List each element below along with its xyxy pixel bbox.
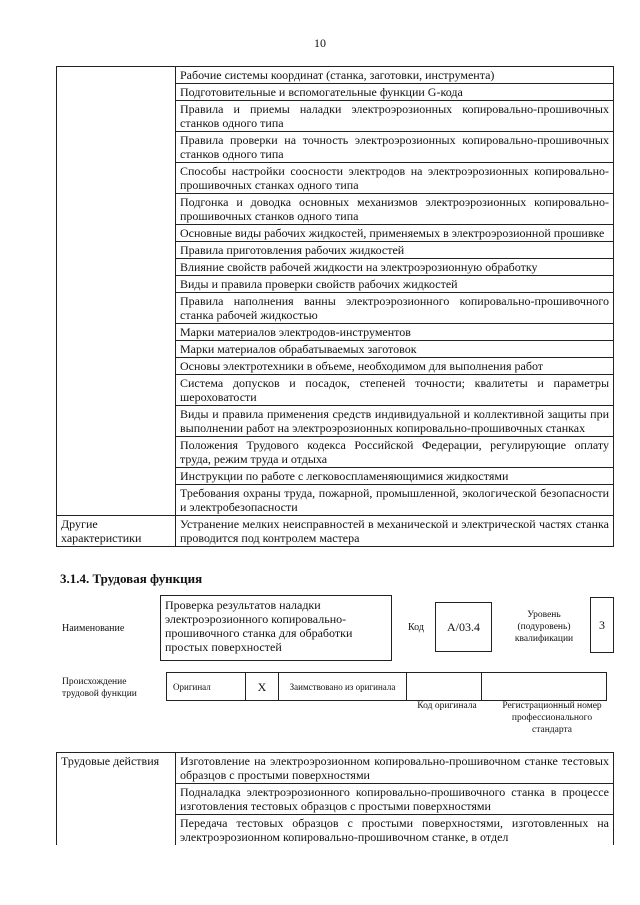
origin-table xyxy=(166,672,607,701)
actions-table xyxy=(56,752,614,845)
original-label: Оригинал xyxy=(167,673,246,701)
other-text: Устранение мелких неисправностей в механической и электрической частях станка проводится под контролем мастера xyxy=(176,516,614,547)
page-number: 10 xyxy=(314,36,326,50)
knowledge-table xyxy=(56,66,614,547)
table-row xyxy=(57,67,614,84)
knowledge-item: Марки материалов электродов-инструментов xyxy=(176,324,614,341)
knowledge-item: Влияние свойств рабочей жидкости на электроэрозионную обработку xyxy=(176,259,614,276)
function-code: A/03.4 xyxy=(447,619,480,634)
section-title: 3.1.4. Трудовая функция xyxy=(60,571,203,586)
knowledge-item: Рабочие системы координат (станка, заготовки, инструмента) xyxy=(176,67,614,84)
table-row xyxy=(57,753,614,784)
knowledge-item: Подгонка и доводка основных механизмов электроэрозионных копировально-прошивочных станков одного типа xyxy=(176,194,614,225)
function-name-box xyxy=(160,595,392,661)
knowledge-item: Виды и правила применения средств индивидуальной и коллективной защиты при выполнении работ на электроэрозионных копировально-прошивочных станках xyxy=(176,406,614,437)
knowledge-item: Основы электротехники в объеме, необходимом для выполнения работ xyxy=(176,358,614,375)
code-original-caption: Код оригинала xyxy=(417,701,477,711)
knowledge-item: Подготовительные и вспомогательные функции G-кода xyxy=(176,84,614,101)
knowledge-item: Основные виды рабочих жидкостей, применяемых в электроэрозионной прошивке xyxy=(176,225,614,242)
knowledge-item: Правила приготовления рабочих жидкостей xyxy=(176,242,614,259)
level-label: Уровень (подуровень) квалификации xyxy=(514,610,574,644)
actions-label: Трудовые действия xyxy=(57,753,176,846)
function-code-box xyxy=(435,602,492,652)
action-item: Подналадка электроэрозионного копировально-прошивочного станка в процессе изготовления тестовых образцов с простыми поверхностями xyxy=(176,784,614,815)
knowledge-item: Способы настройки соосности электродов на электроэрозионных копировально-прошивочных станках одного типа xyxy=(176,163,614,194)
level-value: 3 xyxy=(599,617,605,632)
knowledge-item: Правила и приемы наладки электроэрозионных копировально-прошивочных станков одного типа xyxy=(176,101,614,132)
function-name: Проверка результатов наладки электроэрозионного копировально-прошивочного станка для обработки простых поверхностей xyxy=(165,598,353,654)
other-label: Другие характеристики xyxy=(57,516,176,547)
knowledge-item: Система допусков и посадок, степеней точности; квалитеты и параметры шероховатости xyxy=(176,375,614,406)
name-label: Наименование xyxy=(62,623,125,634)
action-item: Изготовление на электроэрозионном копировально-прошивочном станке тестовых образцов с простыми поверхностями xyxy=(176,753,614,784)
borrowed-label: Заимствовано из оригинала xyxy=(279,673,407,701)
knowledge-item: Правила проверки на точность электроэрозионных копировально-прошивочных станков одного типа xyxy=(176,132,614,163)
knowledge-item: Марки материалов обрабатываемых заготовок xyxy=(176,341,614,358)
level-box xyxy=(590,597,614,653)
reg-number-cell xyxy=(482,673,607,701)
code-original-cell xyxy=(407,673,482,701)
code-label: Код xyxy=(408,622,424,633)
action-item: Передача тестовых образцов с простыми поверхностями, изготовленных на электроэрозионном копировально-прошивочном станке, в отдел xyxy=(176,815,614,846)
knowledge-item: Инструкции по работе с легковоспламеняющимися жидкостями xyxy=(176,468,614,485)
knowledge-item: Положения Трудового кодекса Российской Федерации, регулирующие оплату труда, режим труда и отдыха xyxy=(176,437,614,468)
origin-label: Происхождение трудовой функции xyxy=(62,677,137,699)
knowledge-item: Требования охраны труда, пожарной, промышленной, экологической безопасности и электробезопасности xyxy=(176,485,614,516)
table-row xyxy=(57,516,614,547)
knowledge-item: Виды и правила проверки свойств рабочих жидкостей xyxy=(176,276,614,293)
knowledge-label-cell xyxy=(57,67,176,516)
reg-number-caption: Регистрационный номер профессионального стандарта xyxy=(502,701,602,735)
original-mark: X xyxy=(246,673,279,701)
knowledge-item: Правила наполнения ванны электроэрозионного копировально-прошивочного станка рабочей жидкостью xyxy=(176,293,614,324)
